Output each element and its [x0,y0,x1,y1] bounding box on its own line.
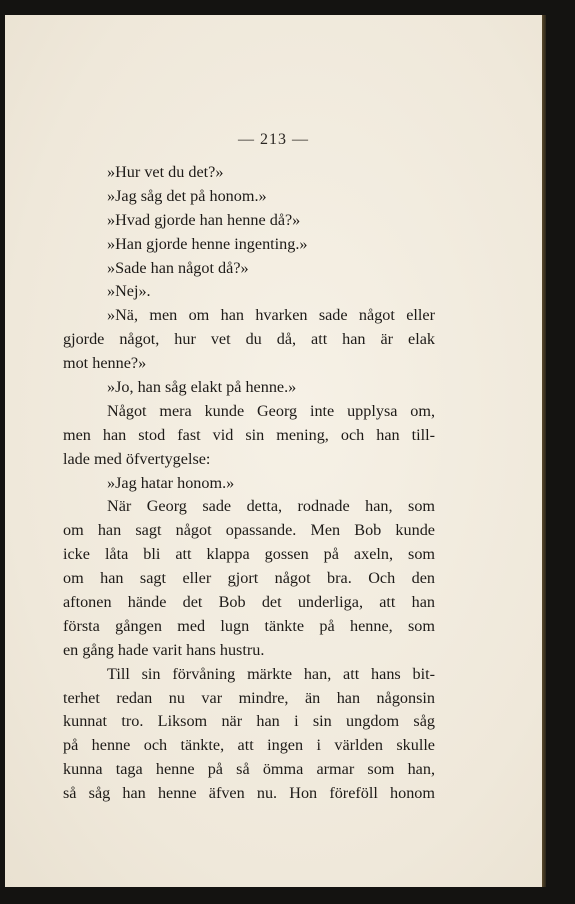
text-line: kunna taga henne på så ömma armar som han, [63,760,435,779]
text-line: men han stod fast vid sin mening, och han till- [63,425,435,444]
text-line: lade med öfvertygelse: [63,449,211,468]
text-line: på henne och tänkte, att ingen i världen skulle [63,736,435,755]
text-line: »Jag hatar honom.» [107,473,235,492]
text-line: terhet redan nu var mindre, än han någonsin [63,688,435,707]
text-line: När Georg sade detta, rodnade han, som [107,497,435,516]
text-line: om han sagt något opassande. Men Bob kunde [63,521,435,540]
text-line: aftonen hände det Bob det underliga, att han [63,593,435,612]
text-line: så såg han henne äfven nu. Hon föreföll honom [63,784,435,803]
text-line: gjorde något, hur vet du då, att han är elak [63,330,435,349]
text-line: »Han gjorde henne ingenting.» [107,234,308,253]
text-line: »Nej». [107,282,151,301]
text-line: icke låta bli att klappa gossen på axeln, som [63,545,435,564]
text-line: Till sin förvåning märkte han, att hans bit- [107,664,435,683]
text-line: »Sade han något då?» [107,258,249,277]
page-number: — 213 — [238,131,309,148]
text-line: om han sagt eller gjort något bra. Och den [63,569,435,588]
book-page [5,15,542,887]
page-edge [542,15,546,887]
text-line: Något mera kunde Georg inte upplysa om, [107,401,435,420]
text-line: kunnat tro. Liksom när han i sin ungdom såg [63,712,435,731]
text-line: första gången med lugn tänkte på henne, som [63,616,435,635]
text-line: en gång hade varit hans hustru. [63,640,265,659]
text-line: »Jag såg det på honom.» [107,186,267,205]
text-line: mot henne?» [63,354,147,373]
body-text [63,161,435,806]
text-line: »Nä, men om han hvarken sade något eller [107,306,435,325]
text-line: »Jo, han såg elakt på henne.» [107,378,297,397]
text-line: »Hvad gjorde han henne då?» [107,210,301,229]
text-line: »Hur vet du det?» [107,163,224,181]
